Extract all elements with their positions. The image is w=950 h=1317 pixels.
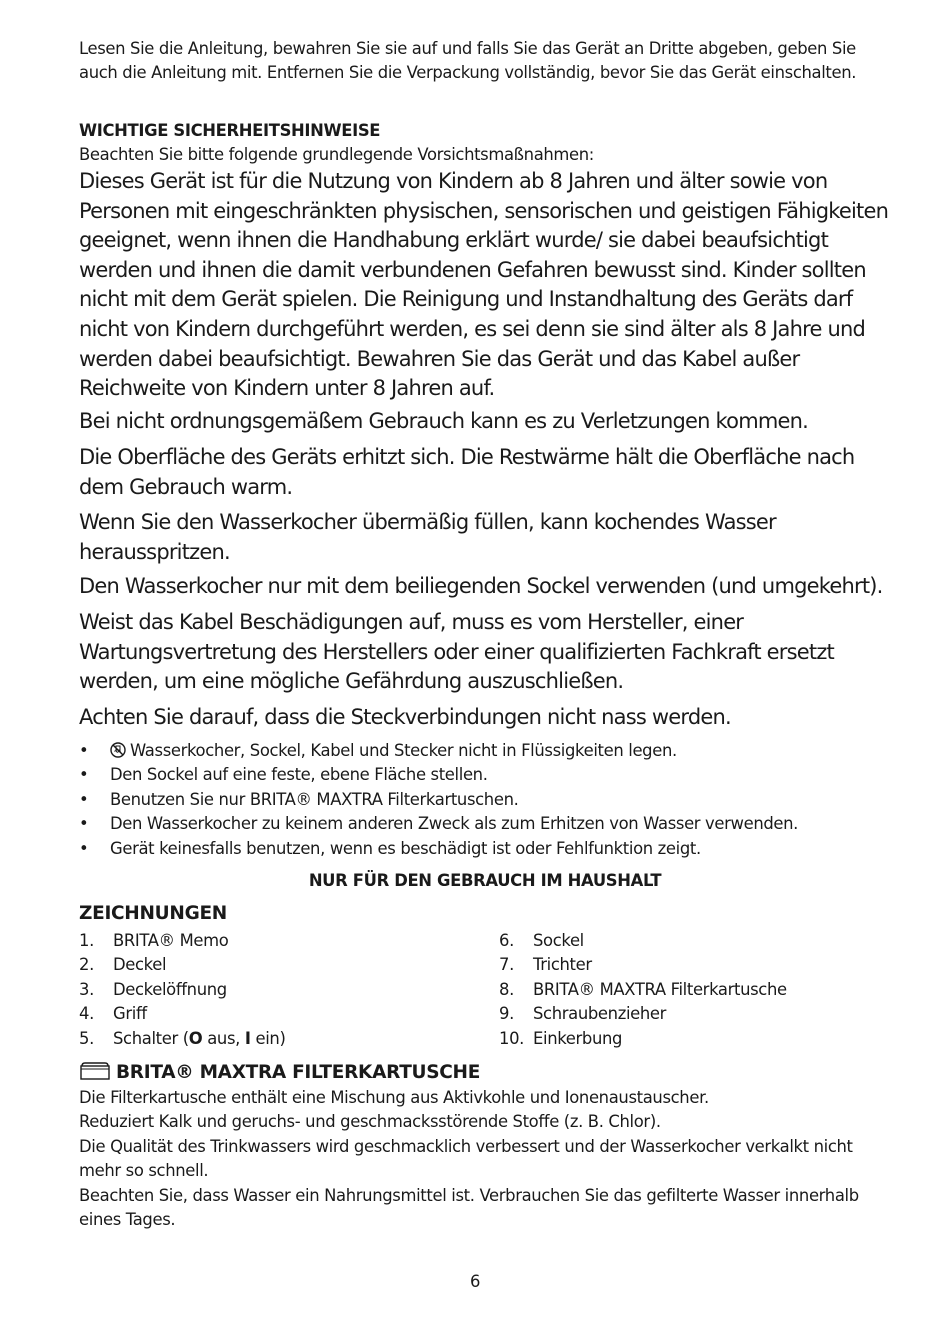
page-number: 6 bbox=[469, 1272, 481, 1291]
safety-subheading: Beachten Sie bitte folgende grundlegende Vorsichtsmaßnahmen: bbox=[79, 145, 594, 164]
drawings-heading: ZEICHNUNGEN bbox=[79, 903, 227, 924]
filter-description bbox=[79, 1086, 899, 1232]
list-item: 4. Griff bbox=[79, 1004, 147, 1024]
list-item bbox=[79, 763, 899, 787]
on-symbol: I bbox=[244, 1028, 251, 1048]
list-item: 8. BRITA® MAXTRA Filterkartusche bbox=[499, 979, 787, 999]
list-item: 7. Trichter bbox=[499, 955, 592, 975]
safety-heading: WICHTIGE SICHERHEITSHINWEISE bbox=[79, 121, 381, 140]
safety-paragraph: Bei nicht ordnungsgemäßem Gebrauch kann es zu Verletzungen kommen. bbox=[79, 409, 809, 433]
list-item: 9. Schraubenzieher bbox=[499, 1004, 667, 1024]
list-item bbox=[79, 739, 899, 763]
filter-cartridge-icon bbox=[79, 1061, 111, 1081]
safety-paragraph: Weist das Kabel Beschädigungen auf, muss es vom Hersteller, einer Wartungsvertretung des Herstellers oder einer qualifizierten Fachkraft ersetzt werden, um eine mögliche Gefährdung auszuschließen. bbox=[79, 610, 834, 694]
list-item bbox=[79, 812, 899, 836]
safety-paragraph: Den Wasserkocher nur mit dem beiliegenden Sockel verwenden (und umgekehrt). bbox=[79, 574, 883, 598]
list-item: 1. BRITA® Memo bbox=[79, 931, 229, 950]
bullet-dot: • bbox=[79, 789, 89, 809]
list-item: 10. Einkerbung bbox=[499, 1028, 623, 1048]
intro-text: Lesen Sie die Anleitung, bewahren Sie sie auf und falls Sie das Gerät an Dritte abgeben, geben Sie auch die Anleitung mit. Entfernen Sie die Verpackung vollständig, bevor Sie das Gerät einschalten. bbox=[79, 39, 857, 83]
list-item bbox=[79, 788, 899, 812]
filter-line: Beachten Sie, dass Wasser ein Nahrungsmittel ist. Verbrauchen Sie das gefilterte Wasser innerhalb eines Tages. bbox=[79, 1185, 859, 1230]
safety-paragraph: Wenn Sie den Wasserkocher übermäßig füllen, kann kochendes Wasser herausspritzen. bbox=[79, 510, 776, 564]
bullet-dot: • bbox=[79, 741, 89, 760]
bullet-text: Den Sockel auf eine feste, ebene Fläche stellen. bbox=[110, 765, 488, 785]
list-item: 6. Sockel bbox=[499, 931, 584, 950]
list-item: 2. Deckel bbox=[79, 955, 167, 975]
bullet-text: Gerät keinesfalls benutzen, wenn es beschädigt ist oder Fehlfunktion zeigt. bbox=[110, 838, 701, 858]
drawings-list-left bbox=[79, 929, 286, 1051]
bullet-text: Wasserkocher, Sockel, Kabel und Stecker nicht in Flüssigkeiten legen. bbox=[130, 741, 677, 760]
list-item bbox=[79, 837, 899, 861]
drawings-list-right bbox=[499, 929, 787, 1051]
filter-line: Die Qualität des Trinkwassers wird geschmacklich verbessert und der Wasserkocher verkalkt nicht mehr so schnell. bbox=[79, 1136, 853, 1181]
bullet-dot: • bbox=[79, 765, 89, 785]
safety-paragraph: Die Oberfläche des Geräts erhitzt sich. Die Restwärme hält die Oberfläche nach dem Gebrauch warm. bbox=[79, 445, 855, 499]
off-symbol: O bbox=[188, 1028, 203, 1048]
bullet-text: Benutzen Sie nur BRITA® MAXTRA Filterkartuschen. bbox=[110, 789, 519, 809]
bullet-dot: • bbox=[79, 814, 89, 834]
list-item: 5. Schalter (O aus, I ein) bbox=[79, 1028, 286, 1048]
safety-paragraph: Achten Sie darauf, dass die Steckverbindungen nicht nass werden. bbox=[79, 705, 731, 729]
filter-line: Die Filterkartusche enthält eine Mischung aus Aktivkohle und Ionenaustauscher. bbox=[79, 1088, 709, 1107]
filter-line: Reduziert Kalk und geruchs- und geschmacksstörende Stoffe (z. B. Chlor). bbox=[79, 1112, 661, 1132]
no-immersion-icon bbox=[110, 742, 126, 758]
bullet-text: Den Wasserkocher zu keinem anderen Zweck als zum Erhitzen von Wasser verwenden. bbox=[110, 814, 799, 834]
filter-heading: BRITA® MAXTRA FILTERKARTUSCHE bbox=[79, 1060, 899, 1086]
safety-paragraph: Dieses Gerät ist für die Nutzung von Kindern ab 8 Jahren und älter sowie von Personen mit eingeschränkten physischen, sensorischen und geistigen Fähigkeiten geeignet, wenn ihnen die Handhabung erklärt wurde/ sie dabei beaufsichtigt werden und ihnen die damit verbundenen Gefahren bewusst sind. Kinder sollten nicht mit dem Gerät spielen. Die Reinigung und Instandhaltung des Geräts darf nicht von Kindern durchgeführt werden, es sei denn sie sind älter als 8 Jahre und werden dabei beaufsichtigt. Bewahren Sie das Gerät und das Kabel außer Reichweite von Kindern unter 8 Jahren auf. bbox=[79, 169, 889, 401]
safety-bullet-list bbox=[79, 739, 899, 861]
list-item: 3. Deckelöffnung bbox=[79, 979, 227, 999]
household-notice: NUR FÜR DEN GEBRAUCH IM HAUSHALT bbox=[308, 871, 662, 890]
bullet-dot: • bbox=[79, 838, 89, 858]
